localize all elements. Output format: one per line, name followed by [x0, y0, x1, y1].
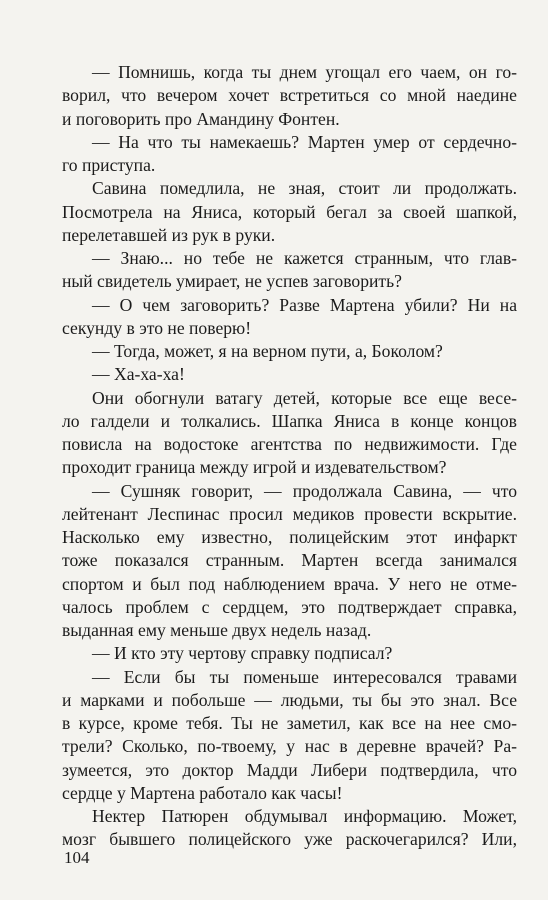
text-line: го приступа. [62, 155, 156, 175]
text-line: секунду в это не поверю! [62, 317, 252, 338]
text-line: мозг бывшего полицейского уже раскочегарился? Или, [62, 829, 517, 850]
paragraph [62, 294, 517, 341]
text-line: — И кто эту чертову справку подписал? [92, 643, 393, 664]
page-number: 104 [64, 848, 90, 867]
text-line: тоже показался странным. Мартен всегда занимался [62, 550, 517, 571]
text-line: ворил, что вечером хочет встретиться со мной наедине [62, 85, 517, 106]
text-line: — Ха-ха-ха! [92, 364, 185, 385]
text-line: и поговорить про Амандину Фонтен. [62, 108, 340, 129]
paragraph [62, 131, 517, 178]
text-line: перелетавшей из рук в руки. [62, 224, 276, 245]
paragraph [62, 247, 517, 294]
paragraph [62, 177, 517, 247]
text-line: трели? Сколько, по-твоему, у нас в деревне врачей? Ра- [62, 736, 517, 757]
text-line: чалось проблем с сердцем, это подтверждает справка, [62, 596, 517, 617]
text-line: ный свидетель умирает, не успев заговорить? [62, 271, 402, 292]
text-line: — На что ты намекаешь? Мартен умер от сердечно- [92, 131, 517, 152]
paragraph [62, 387, 517, 480]
paragraph [62, 340, 517, 363]
text-line: лейтенант Леспинас просил медиков провести вскрытие. [62, 503, 517, 524]
text-line: — Тогда, может, я на верном пути, а, Боколом? [92, 341, 443, 361]
text-line: ло галдели и толкались. Шапка Яниса в конце концов [62, 410, 517, 431]
text-line: зумеется, это доктор Мадди Либери подтвердила, что [62, 759, 517, 780]
text-line: сердце у Мартена работало как часы! [62, 782, 343, 803]
paragraph [62, 642, 517, 665]
body-text [62, 61, 517, 852]
text-line: проходит граница между игрой и издевательством? [62, 457, 447, 478]
text-line: — Знаю... но тебе не кажется странным, что глав- [92, 248, 517, 268]
text-line: — Помнишь, когда ты днем угощал его чаем, он го- [92, 62, 517, 82]
text-line: и марками и побольше — людьми, ты бы это знал. Все [62, 689, 517, 710]
text-line: Посмотрела на Яниса, который бегал за своей шапкой, [62, 201, 517, 222]
text-line: Савина помедлила, не зная, стоит ли продолжать. [92, 178, 517, 199]
text-line: — О чем заговорить? Разве Мартена убили? Ни на [92, 294, 517, 315]
paragraph [62, 480, 517, 643]
text-line: — Если бы ты поменьше интересовался травами [92, 666, 517, 687]
paragraph [62, 61, 517, 131]
text-line: в курсе, кроме тебя. Ты не заметил, как все на нее смо- [62, 713, 517, 733]
text-line: выданная ему меньше двух недель назад. [62, 620, 372, 640]
text-line: Насколько ему известно, полицейским этот инфаркт [62, 527, 517, 547]
text-line: Нектер Патюрен обдумывал информацию. Может, [92, 806, 517, 826]
text-line: повисла на водостоке агентства по недвижимости. Где [62, 434, 517, 454]
paragraph [62, 666, 517, 806]
text-line: Они обогнули ватагу детей, которые все еще весе- [92, 387, 517, 408]
paragraph [62, 805, 517, 852]
text-line: — Сушняк говорит, — продолжала Савина, — что [92, 480, 517, 501]
paragraph [62, 363, 517, 386]
text-line: спортом и был под наблюдением врача. У него не отме- [62, 573, 517, 594]
